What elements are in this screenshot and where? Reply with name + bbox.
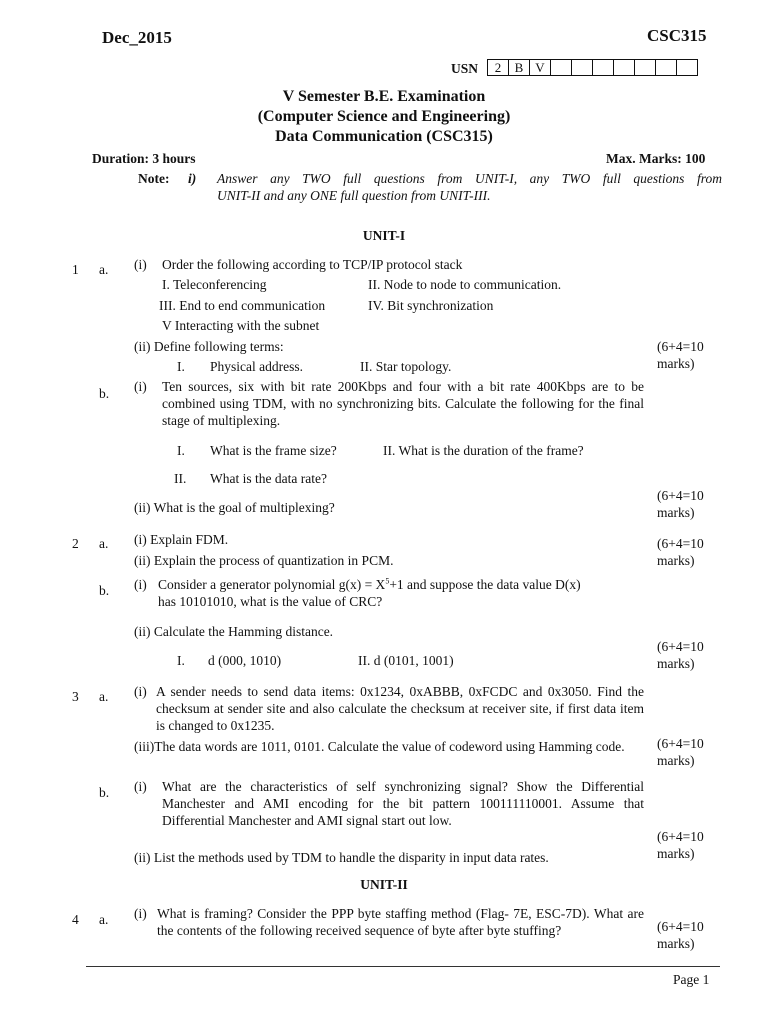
option-item: What is the frame size? (210, 443, 337, 458)
part-label: a. (99, 912, 109, 927)
course-code: CSC315 (647, 26, 707, 45)
unit-2-heading: UNIT-II (360, 877, 408, 892)
usn-label: USN (451, 61, 479, 76)
part-label: a. (99, 536, 109, 551)
option-item: II. Node to node to communication. (368, 277, 562, 292)
subject: Data Communication (CSC315) (275, 128, 493, 145)
option-item: II. Star topology. (360, 359, 452, 374)
sub-label: (i) (134, 379, 147, 394)
sub-label: (i) (134, 684, 147, 699)
option-item: Physical address. (210, 359, 303, 374)
usn-box (614, 60, 635, 76)
marks-allocation: (6+4=10 marks) (657, 919, 704, 951)
question-number: 3 (72, 689, 79, 704)
usn-box (677, 60, 698, 76)
exam-date: Dec_2015 (102, 28, 172, 47)
question-text: What are the characteristics of self synchronizing signal? Show the Differential Manchester and AMI encoding for the bit pattern 100111110001. Assume that Differential Manchester and AMI signal start out low. (162, 779, 644, 828)
question-text (158, 576, 581, 593)
unit-1-heading: UNIT-I (362, 228, 406, 243)
question-text: (iii)The data words are 1011, 0101. Calculate the value of codeword using Hamming code. (134, 739, 625, 754)
question-text-part: Consider a generator polynomial g(x) = X (158, 577, 386, 592)
note-line-1: Answer any TWO full questions from UNIT-I, any TWO full questions from (217, 171, 722, 186)
usn-box (572, 60, 593, 76)
usn-box: V (530, 60, 551, 76)
question-text: Ten sources, six with bit rate 200Kbps and four with a bit rate 400Kbps are to be combined using TDM, with no synchronizing bits. Calculate the following for the final stage of multiplexing. (162, 379, 644, 428)
question-text: (ii) List the methods used by TDM to handle the disparity in input data rates. (134, 850, 549, 865)
marks-allocation: (6+4=10 marks) (657, 639, 704, 671)
part-label: a. (99, 689, 109, 704)
footer-rule (86, 966, 720, 967)
max-marks: Max. Marks: 100 (606, 151, 706, 166)
option-number: I. (177, 443, 185, 458)
marks-allocation: (6+4=10 marks) (657, 339, 704, 371)
note-label: Note: (138, 171, 170, 186)
question-text: has 10101010, what is the value of CRC? (158, 594, 383, 609)
marks-allocation: (6+4=10 marks) (657, 829, 704, 861)
question-text: A sender needs to send data items: 0x1234, 0xABBB, 0xFCDC and 0x3050. Find the checksum at sender site and also calculate the checksum at receiver site, if first data item is changed to 0x1235. (156, 684, 644, 733)
question-text: (ii) Define following terms: (134, 339, 284, 354)
marks-allocation: (6+4=10 marks) (657, 488, 704, 520)
note-number: i) (188, 171, 197, 186)
usn-box (593, 60, 614, 76)
option-item: I. Teleconferencing (162, 277, 267, 292)
question-text-part: +1 and suppose the data value D(x) (389, 577, 581, 592)
option-item: II. What is the duration of the frame? (383, 443, 584, 458)
sub-label: (i) (134, 257, 147, 272)
page-number: Page 1 (673, 972, 710, 987)
option-item: IV. Bit synchronization (368, 298, 494, 313)
option-number: II. (174, 471, 187, 486)
question-text: What is framing? Consider the PPP byte staffing method (Flag- 7E, ESC-7D). What are the contents of the following received sequence of byte after byte stuffing? (157, 906, 644, 938)
question-text: (ii) Calculate the Hamming distance. (134, 624, 334, 639)
question-text: (ii) What is the goal of multiplexing? (134, 500, 335, 515)
usn-boxes (487, 59, 698, 76)
question-number: 2 (72, 536, 79, 551)
sub-label: (i) (134, 577, 147, 592)
option-item: V Interacting with the subnet (162, 318, 320, 333)
exam-title: V Semester B.E. Examination (282, 88, 486, 105)
option-item: What is the data rate? (210, 471, 327, 486)
part-label: b. (99, 785, 110, 800)
question-number: 4 (72, 912, 79, 927)
sub-label: (i) (134, 906, 147, 921)
usn-box (656, 60, 677, 76)
question-text: (i) Explain FDM. (134, 532, 229, 547)
usn-box (635, 60, 656, 76)
option-number: I. (177, 359, 185, 374)
question-text: Order the following according to TCP/IP protocol stack (162, 257, 463, 272)
question-text: (ii) Explain the process of quantization in PCM. (134, 553, 394, 568)
usn-box: B (509, 60, 530, 76)
part-label: b. (99, 386, 110, 401)
option-item: d (000, 1010) (208, 653, 282, 668)
note-line-2: UNIT-II and any ONE full question from UNIT-III. (217, 188, 491, 203)
usn-box (551, 60, 572, 76)
sub-label: (i) (134, 779, 147, 794)
superscript: 5 (385, 576, 390, 586)
duration: Duration: 3 hours (92, 151, 196, 166)
question-number: 1 (72, 262, 79, 277)
part-label: a. (99, 262, 109, 277)
option-number: I. (177, 653, 185, 668)
marks-allocation: (6+4=10 marks) (657, 736, 704, 768)
part-label: b. (99, 583, 110, 598)
usn-box: 2 (488, 60, 509, 76)
marks-allocation: (6+4=10 marks) (657, 536, 704, 568)
option-item: III. End to end communication (159, 298, 326, 313)
option-item: II. d (0101, 1001) (358, 653, 454, 668)
department: (Computer Science and Engineering) (257, 108, 511, 125)
